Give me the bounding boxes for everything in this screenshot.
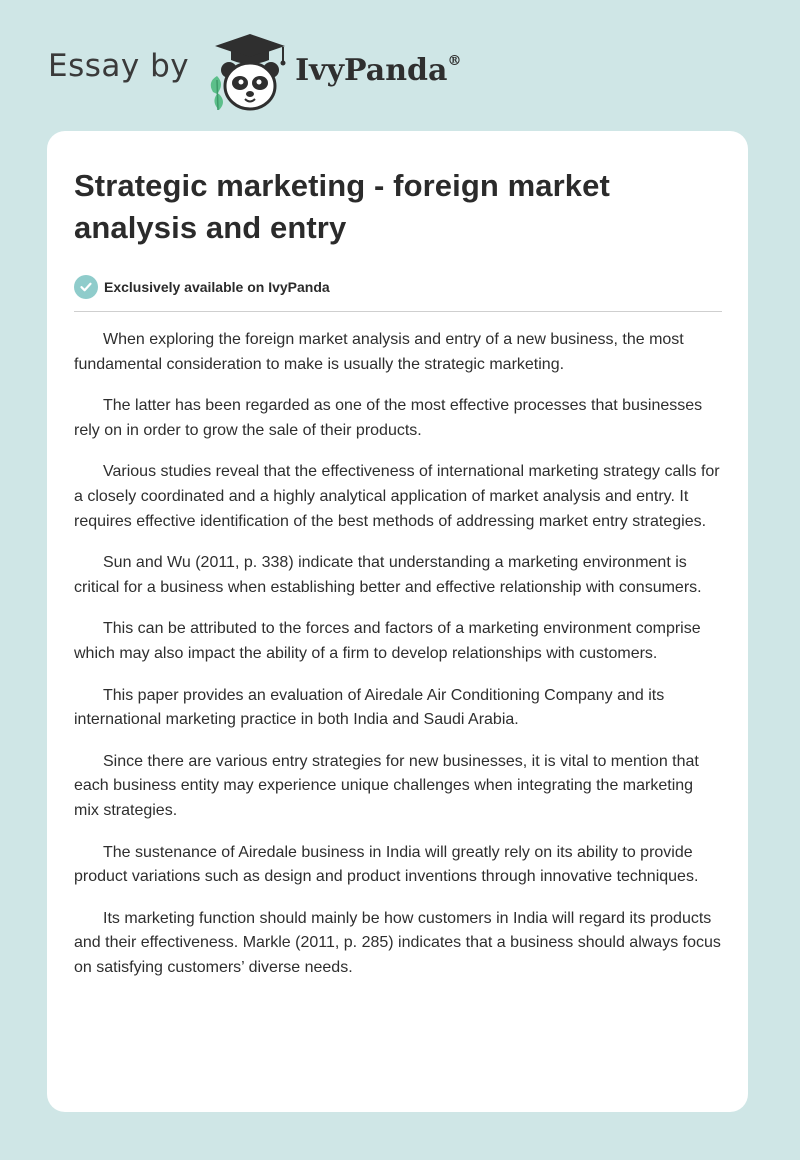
essay-paragraph: The sustenance of Airedale business in India will greatly rely on its ability to provide product variations such as design and product inventions through innovative techniques.	[74, 843, 699, 886]
essay-paragraph: When exploring the foreign market analysis and entry of a new business, the most fundamental consideration to make is usually the strategic marketing.	[74, 331, 684, 373]
title-divider	[74, 311, 722, 312]
brand-name: IvyPanda®	[295, 52, 462, 88]
essay-paragraph: Various studies reveal that the effectiveness of international marketing strategy calls for a closely coordinated and a highly analytical application of market analysis and entry. It requires effective identification of the best methods of addressing market entry strategies.	[74, 463, 720, 530]
essay-paragraph: This paper provides an evaluation of Airedale Air Conditioning Company and its international marketing practice in both India and Saudi Arabia.	[74, 686, 665, 729]
essay-paragraph: The latter has been regarded as one of the most effective processes that businesses rely on in order to grow the sale of their products.	[74, 397, 703, 439]
site-header	[48, 30, 461, 114]
essay-title: Strategic marketing - foreign market analysis and entry	[74, 168, 610, 245]
essay-paragraph: Sun and Wu (2011, p. 338) indicate that understanding a marketing environment is critical for a business when establishing better and effective relationship with consumers.	[74, 554, 702, 596]
essay-by-label: Essay by	[48, 48, 190, 84]
exclusive-badge	[74, 273, 722, 301]
panda-logo-icon	[205, 30, 295, 114]
essay-paragraph: Since there are various entry strategies for new businesses, it is vital to mention that each business entity may experience unique challenges when integrating the marketing mix strategies.	[74, 752, 699, 819]
registered-mark: ®	[447, 52, 462, 69]
essay-paragraph: Its marketing function should mainly be how customers in India will regard its products and their effectiveness. Markle (2011, p. 285) indicates that a business should always focus on satisfying customers’ diverse needs.	[74, 909, 721, 976]
check-circle-icon	[74, 275, 98, 299]
essay-body	[74, 328, 722, 980]
essay-card	[47, 131, 748, 1112]
essay-paragraph: This can be attributed to the forces and factors of a marketing environment comprise which may also impact the ability of a firm to develop relationships with customers.	[74, 620, 701, 662]
exclusive-badge-label: Exclusively available on IvyPanda	[104, 279, 330, 295]
